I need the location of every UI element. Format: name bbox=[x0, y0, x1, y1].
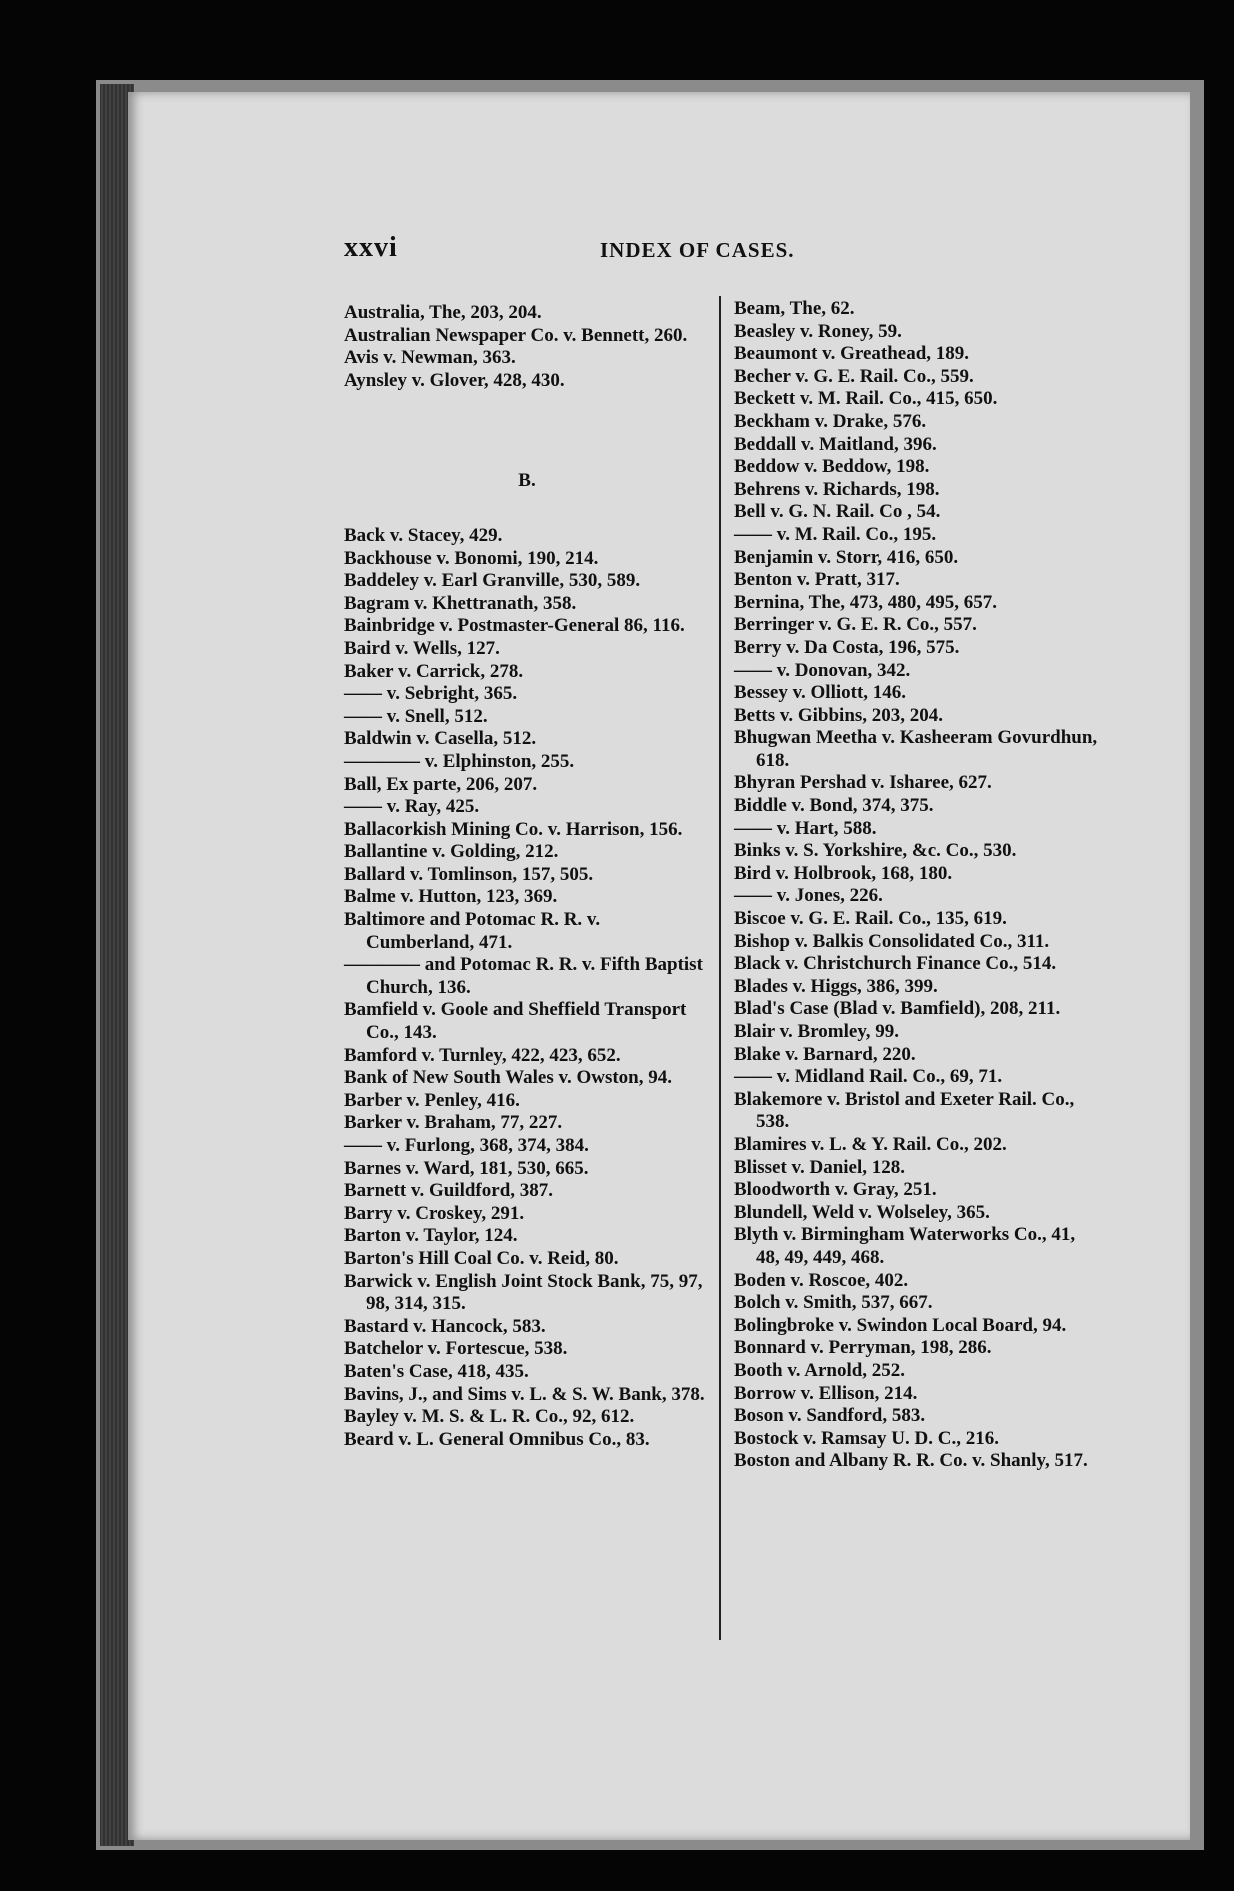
index-entry: Barton's Hill Coal Co. v. Reid, 80. bbox=[344, 1247, 619, 1269]
index-entry: ———— v. Elphinston, 255. bbox=[344, 750, 575, 772]
index-entry: Baldwin v. Casella, 512. bbox=[344, 728, 537, 750]
index-entry: Avis v. Newman, 363. bbox=[344, 347, 516, 369]
index-entry: Bell v. G. N. Rail. Co , 54. bbox=[734, 501, 941, 523]
index-entry: —— v. Furlong, 368, 374, 384. bbox=[344, 1135, 589, 1156]
index-entry: Beasley v. Roney, 59. bbox=[734, 320, 902, 342]
index-entry: Bayley v. M. S. & L. R. Co., 92, 612. bbox=[344, 1406, 635, 1428]
index-entry: Blamires v. L. & Y. Rail. Co., 202. bbox=[734, 1133, 1007, 1155]
index-entry: Bamford v. Turnley, 422, 423, 652. bbox=[344, 1044, 621, 1066]
index-entry: Balme v. Hutton, 123, 369. bbox=[344, 886, 558, 908]
index-entry: Barber v. Penley, 416. bbox=[344, 1089, 520, 1111]
folio-number: xxvi bbox=[344, 232, 398, 263]
index-entry: Binks v. S. Yorkshire, &c. Co., 530. bbox=[734, 840, 1017, 862]
index-entry: Beam, The, 62. bbox=[734, 298, 855, 319]
index-entry: Blades v. Higgs, 386, 399. bbox=[734, 975, 938, 997]
index-entry: Bonnard v. Perryman, 198, 286. bbox=[734, 1337, 992, 1359]
index-entry: Biscoe v. G. E. Rail. Co., 135, 619. bbox=[734, 908, 1007, 930]
index-entry: Australian Newspaper Co. v. Bennett, 260. bbox=[344, 324, 688, 346]
index-entry: —— v. Jones, 226. bbox=[734, 885, 883, 907]
index-entry: Beddow v. Beddow, 198. bbox=[734, 456, 930, 478]
entries-a bbox=[344, 302, 710, 392]
index-entry: Baten's Case, 418, 435. bbox=[344, 1360, 529, 1382]
index-entry: —— v. M. Rail. Co., 195. bbox=[734, 523, 937, 545]
index-entry: Biddle v. Bond, 374, 375. bbox=[734, 795, 934, 817]
index-entry: Bhugwan Meetha v. Kasheeram Govurdhun, 618. bbox=[734, 727, 1098, 771]
index-entry: Barnes v. Ward, 181, 530, 665. bbox=[344, 1157, 589, 1179]
index-entry: Bhyran Pershad v. Isharee, 627. bbox=[734, 772, 992, 794]
index-entry: Backhouse v. Bonomi, 190, 214. bbox=[344, 547, 599, 569]
index-entry: Barton v. Taylor, 124. bbox=[344, 1225, 518, 1247]
index-entry: Beaumont v. Greathead, 189. bbox=[734, 343, 970, 365]
index-entry: Boston and Albany R. R. Co. v. Shanly, 517. bbox=[734, 1450, 1088, 1472]
index-entry: —— v. Snell, 512. bbox=[344, 705, 488, 727]
index-entry: Blyth v. Birmingham Waterworks Co., 41, 48, 49, 449, 468. bbox=[734, 1224, 1076, 1268]
right-column bbox=[734, 298, 1100, 1473]
index-entry: Betts v. Gibbins, 203, 204. bbox=[734, 704, 944, 726]
index-entry: Blundell, Weld v. Wolseley, 365. bbox=[734, 1201, 990, 1223]
index-entry: Black v. Christchurch Finance Co., 514. bbox=[734, 953, 1057, 975]
index-entry: Bastard v. Hancock, 583. bbox=[344, 1315, 546, 1337]
column-divider bbox=[719, 296, 721, 1640]
index-entry: Borrow v. Ellison, 214. bbox=[734, 1382, 918, 1404]
index-entry: Australia, The, 203, 204. bbox=[344, 302, 542, 323]
index-entry: —— v. Hart, 588. bbox=[734, 817, 877, 839]
index-entry: Bostock v. Ramsay U. D. C., 216. bbox=[734, 1427, 999, 1449]
index-entry: Bainbridge v. Postmaster-General 86, 116. bbox=[344, 615, 685, 637]
index-entry: Ballantine v. Golding, 212. bbox=[344, 841, 559, 863]
index-entry: Bavins, J., and Sims v. L. & S. W. Bank, 378. bbox=[344, 1383, 705, 1405]
index-entry: Ball, Ex parte, 206, 207. bbox=[344, 773, 538, 795]
index-entry: Baddeley v. Earl Granville, 530, 589. bbox=[344, 570, 641, 592]
index-entry: Baltimore and Potomac R. R. v. Cumberland, 471. bbox=[344, 909, 601, 953]
left-column bbox=[344, 302, 710, 1451]
index-entry: Bird v. Holbrook, 168, 180. bbox=[734, 862, 953, 884]
index-entry: Berry v. Da Costa, 196, 575. bbox=[734, 636, 960, 658]
index-entry: Boden v. Roscoe, 402. bbox=[734, 1269, 909, 1291]
index-entry: Bolch v. Smith, 537, 667. bbox=[734, 1292, 933, 1314]
index-entry: Back v. Stacey, 429. bbox=[344, 524, 503, 546]
index-entry: Blad's Case (Blad v. Bamfield), 208, 211. bbox=[734, 998, 1061, 1020]
index-entry: Batchelor v. Fortescue, 538. bbox=[344, 1338, 568, 1360]
index-entry: Barry v. Croskey, 291. bbox=[344, 1202, 525, 1224]
index-entry: Blakemore v. Bristol and Exeter Rail. Co., 538. bbox=[734, 1088, 1075, 1133]
index-entry: Bamfield v. Goole and Sheffield Transport Co., 143. bbox=[344, 999, 687, 1044]
index-entry: Ballacorkish Mining Co. v. Harrison, 156. bbox=[344, 818, 683, 840]
index-entry: Barker v. Braham, 77, 227. bbox=[344, 1112, 563, 1134]
running-title: INDEX OF CASES. bbox=[600, 238, 795, 262]
index-entry: Bagram v. Khettranath, 358. bbox=[344, 592, 577, 614]
index-entry: Beard v. L. General Omnibus Co., 83. bbox=[344, 1428, 650, 1450]
index-entry: Barnett v. Guildford, 387. bbox=[344, 1180, 554, 1202]
entries-b bbox=[344, 525, 710, 1451]
index-entry: Bishop v. Balkis Consolidated Co., 311. bbox=[734, 930, 1050, 952]
index-entry: Bessey v. Olliott, 146. bbox=[734, 682, 907, 704]
index-entry: Becher v. G. E. Rail. Co., 559. bbox=[734, 365, 974, 387]
index-entry: Baird v. Wells, 127. bbox=[344, 637, 500, 659]
index-entry: —— v. Donovan, 342. bbox=[734, 659, 911, 681]
index-entry: Boson v. Sandford, 583. bbox=[734, 1405, 926, 1427]
index-entry: Benton v. Pratt, 317. bbox=[734, 569, 900, 591]
index-entry: Blake v. Barnard, 220. bbox=[734, 1043, 916, 1065]
index-entry: Barwick v. English Joint Stock Bank, 75, 97, 98, 314, 315. bbox=[344, 1270, 703, 1315]
section-heading-b: B. bbox=[518, 470, 536, 492]
index-entry: Beckham v. Drake, 576. bbox=[734, 410, 927, 432]
index-entry: Benjamin v. Storr, 416, 650. bbox=[734, 546, 959, 568]
index-entry: —— v. Sebright, 365. bbox=[344, 683, 518, 705]
entries-right bbox=[734, 298, 1100, 1473]
index-entry: Bank of New South Wales v. Owston, 94. bbox=[344, 1067, 672, 1089]
index-entry: Blair v. Bromley, 99. bbox=[734, 1021, 900, 1042]
index-entry: Beddall v. Maitland, 396. bbox=[734, 433, 937, 455]
index-entry: Behrens v. Richards, 198. bbox=[734, 478, 940, 500]
index-entry: Aynsley v. Glover, 428, 430. bbox=[344, 369, 565, 391]
index-entry: Berringer v. G. E. R. Co., 557. bbox=[734, 614, 977, 636]
index-entry: Beckett v. M. Rail. Co., 415, 650. bbox=[734, 388, 998, 410]
index-entry: Bolingbroke v. Swindon Local Board, 94. bbox=[734, 1314, 1067, 1336]
index-entry: ———— and Potomac R. R. v. Fifth Baptist Church, 136. bbox=[344, 954, 703, 998]
index-entry: Ballard v. Tomlinson, 157, 505. bbox=[344, 863, 594, 885]
index-entry: —— v. Ray, 425. bbox=[344, 796, 480, 818]
index-entry: —— v. Midland Rail. Co., 69, 71. bbox=[734, 1066, 1003, 1088]
index-entry: Blisset v. Daniel, 128. bbox=[734, 1156, 906, 1178]
index-entry: Bernina, The, 473, 480, 495, 657. bbox=[734, 591, 998, 613]
index-entry: Booth v. Arnold, 252. bbox=[734, 1359, 906, 1381]
index-entry: Bloodworth v. Gray, 251. bbox=[734, 1179, 937, 1201]
page-header bbox=[344, 232, 844, 272]
index-entry: Baker v. Carrick, 278. bbox=[344, 660, 524, 682]
